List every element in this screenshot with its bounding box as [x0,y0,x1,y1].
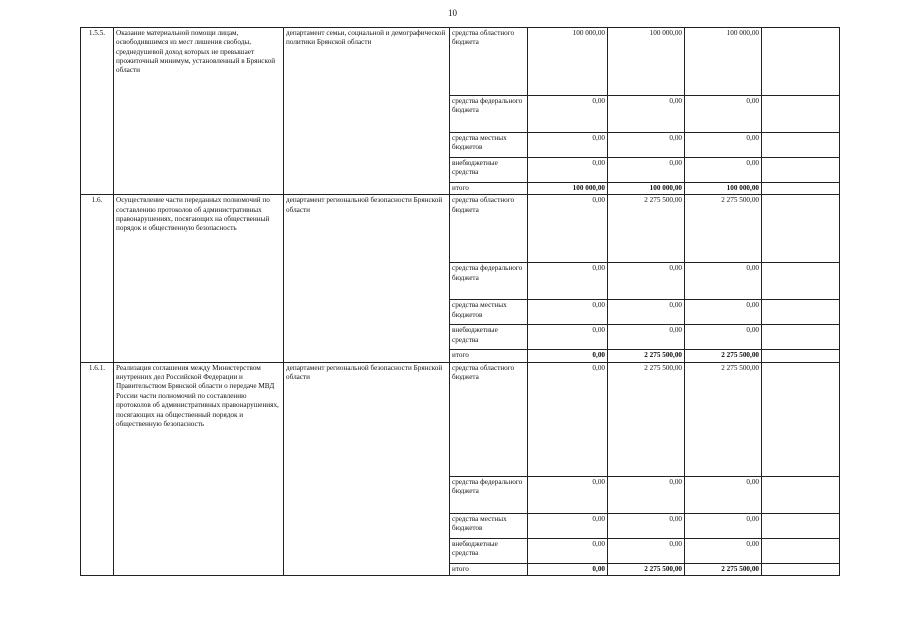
amount-year-1: 0,00 [528,96,608,133]
amount-year-3: 0,00 [685,158,762,183]
page-number: 10 [448,8,457,18]
amount-year-3: 100 000,00 [685,28,762,96]
funding-source-total: итого [450,183,528,195]
table-row [81,28,840,96]
amount-year-3: 0,00 [685,513,762,538]
item-number: 1.5.5. [81,28,114,195]
empty-cell [762,133,840,158]
empty-cell [762,183,840,195]
amount-year-2: 0,00 [608,263,685,300]
empty-cell [762,563,840,575]
amount-year-2: 2 275 500,00 [608,362,685,476]
amount-year-1: 0,00 [528,195,608,263]
item-name: Осуществление части переданных полномочий по составлению протоколов об административных правонарушениях, посягающих на общественный порядок и общественную безопасность [114,195,284,362]
amount-year-2: 2 275 500,00 [608,195,685,263]
amount-year-1: 0,00 [528,300,608,325]
item-executor: департамент семьи, социальной и демографической политики Брянской области [284,28,450,195]
empty-cell [762,350,840,362]
empty-cell [762,538,840,563]
amount-year-2: 0,00 [608,96,685,133]
total-year-1: 100 000,00 [528,183,608,195]
amount-year-2: 0,00 [608,133,685,158]
amount-year-1: 0,00 [528,513,608,538]
amount-year-3: 0,00 [685,538,762,563]
funding-source: средства местных бюджетов [450,300,528,325]
total-year-3: 100 000,00 [685,183,762,195]
funding-source: средства местных бюджетов [450,513,528,538]
empty-cell [762,158,840,183]
funding-source: средства федерального бюджета [450,96,528,133]
amount-year-3: 0,00 [685,476,762,513]
amount-year-2: 0,00 [608,300,685,325]
amount-year-1: 100 000,00 [528,28,608,96]
item-executor: департамент региональной безопасности Брянской области [284,362,450,575]
table-row [81,195,840,263]
funding-source: средства областного бюджета [450,362,528,476]
amount-year-2: 100 000,00 [608,28,685,96]
funding-source-total: итого [450,350,528,362]
amount-year-3: 0,00 [685,133,762,158]
item-name: Оказание материальной помощи лицам, освободившимся из мест лишения свободы, среднедушевой доход которых не превышает прожиточный минимум, установленный в Брянской области [114,28,284,195]
funding-source-total: итого [450,563,528,575]
amount-year-2: 0,00 [608,476,685,513]
amount-year-2: 0,00 [608,325,685,350]
empty-cell [762,195,840,263]
item-number: 1.6.1. [81,362,114,575]
item-number: 1.6. [81,195,114,362]
total-year-2: 2 275 500,00 [608,350,685,362]
amount-year-1: 0,00 [528,538,608,563]
funding-source: средства местных бюджетов [450,133,528,158]
funding-source: внебюджетные средства [450,325,528,350]
total-year-2: 2 275 500,00 [608,563,685,575]
amount-year-2: 0,00 [608,538,685,563]
amount-year-1: 0,00 [528,476,608,513]
funding-source: внебюджетные средства [450,538,528,563]
amount-year-1: 0,00 [528,133,608,158]
empty-cell [762,28,840,96]
amount-year-1: 0,00 [528,158,608,183]
item-executor: департамент региональной безопасности Брянской области [284,195,450,362]
table-row [81,362,840,476]
funding-source: средства областного бюджета [450,28,528,96]
budget-table [80,27,840,576]
empty-cell [762,263,840,300]
total-year-3: 2 275 500,00 [685,350,762,362]
amount-year-1: 0,00 [528,362,608,476]
amount-year-3: 2 275 500,00 [685,195,762,263]
empty-cell [762,513,840,538]
amount-year-3: 0,00 [685,325,762,350]
amount-year-3: 0,00 [685,263,762,300]
total-year-3: 2 275 500,00 [685,563,762,575]
funding-source: средства областного бюджета [450,195,528,263]
empty-cell [762,362,840,476]
amount-year-3: 0,00 [685,96,762,133]
funding-source: средства федерального бюджета [450,263,528,300]
funding-source: средства федерального бюджета [450,476,528,513]
total-year-1: 0,00 [528,563,608,575]
amount-year-3: 0,00 [685,300,762,325]
item-name: Реализация соглашения между Министерством внутренних дел Российской Федерации и Правительством Брянской области о передаче МВД России части полномочий по составлению протоколов об административных правонарушениях, посягающих на общественный порядок и общественную безопасность [114,362,284,575]
empty-cell [762,96,840,133]
empty-cell [762,476,840,513]
empty-cell [762,325,840,350]
amount-year-1: 0,00 [528,263,608,300]
amount-year-1: 0,00 [528,325,608,350]
total-year-2: 100 000,00 [608,183,685,195]
amount-year-2: 0,00 [608,158,685,183]
empty-cell [762,300,840,325]
funding-source: внебюджетные средства [450,158,528,183]
total-year-1: 0,00 [528,350,608,362]
amount-year-2: 0,00 [608,513,685,538]
amount-year-3: 2 275 500,00 [685,362,762,476]
